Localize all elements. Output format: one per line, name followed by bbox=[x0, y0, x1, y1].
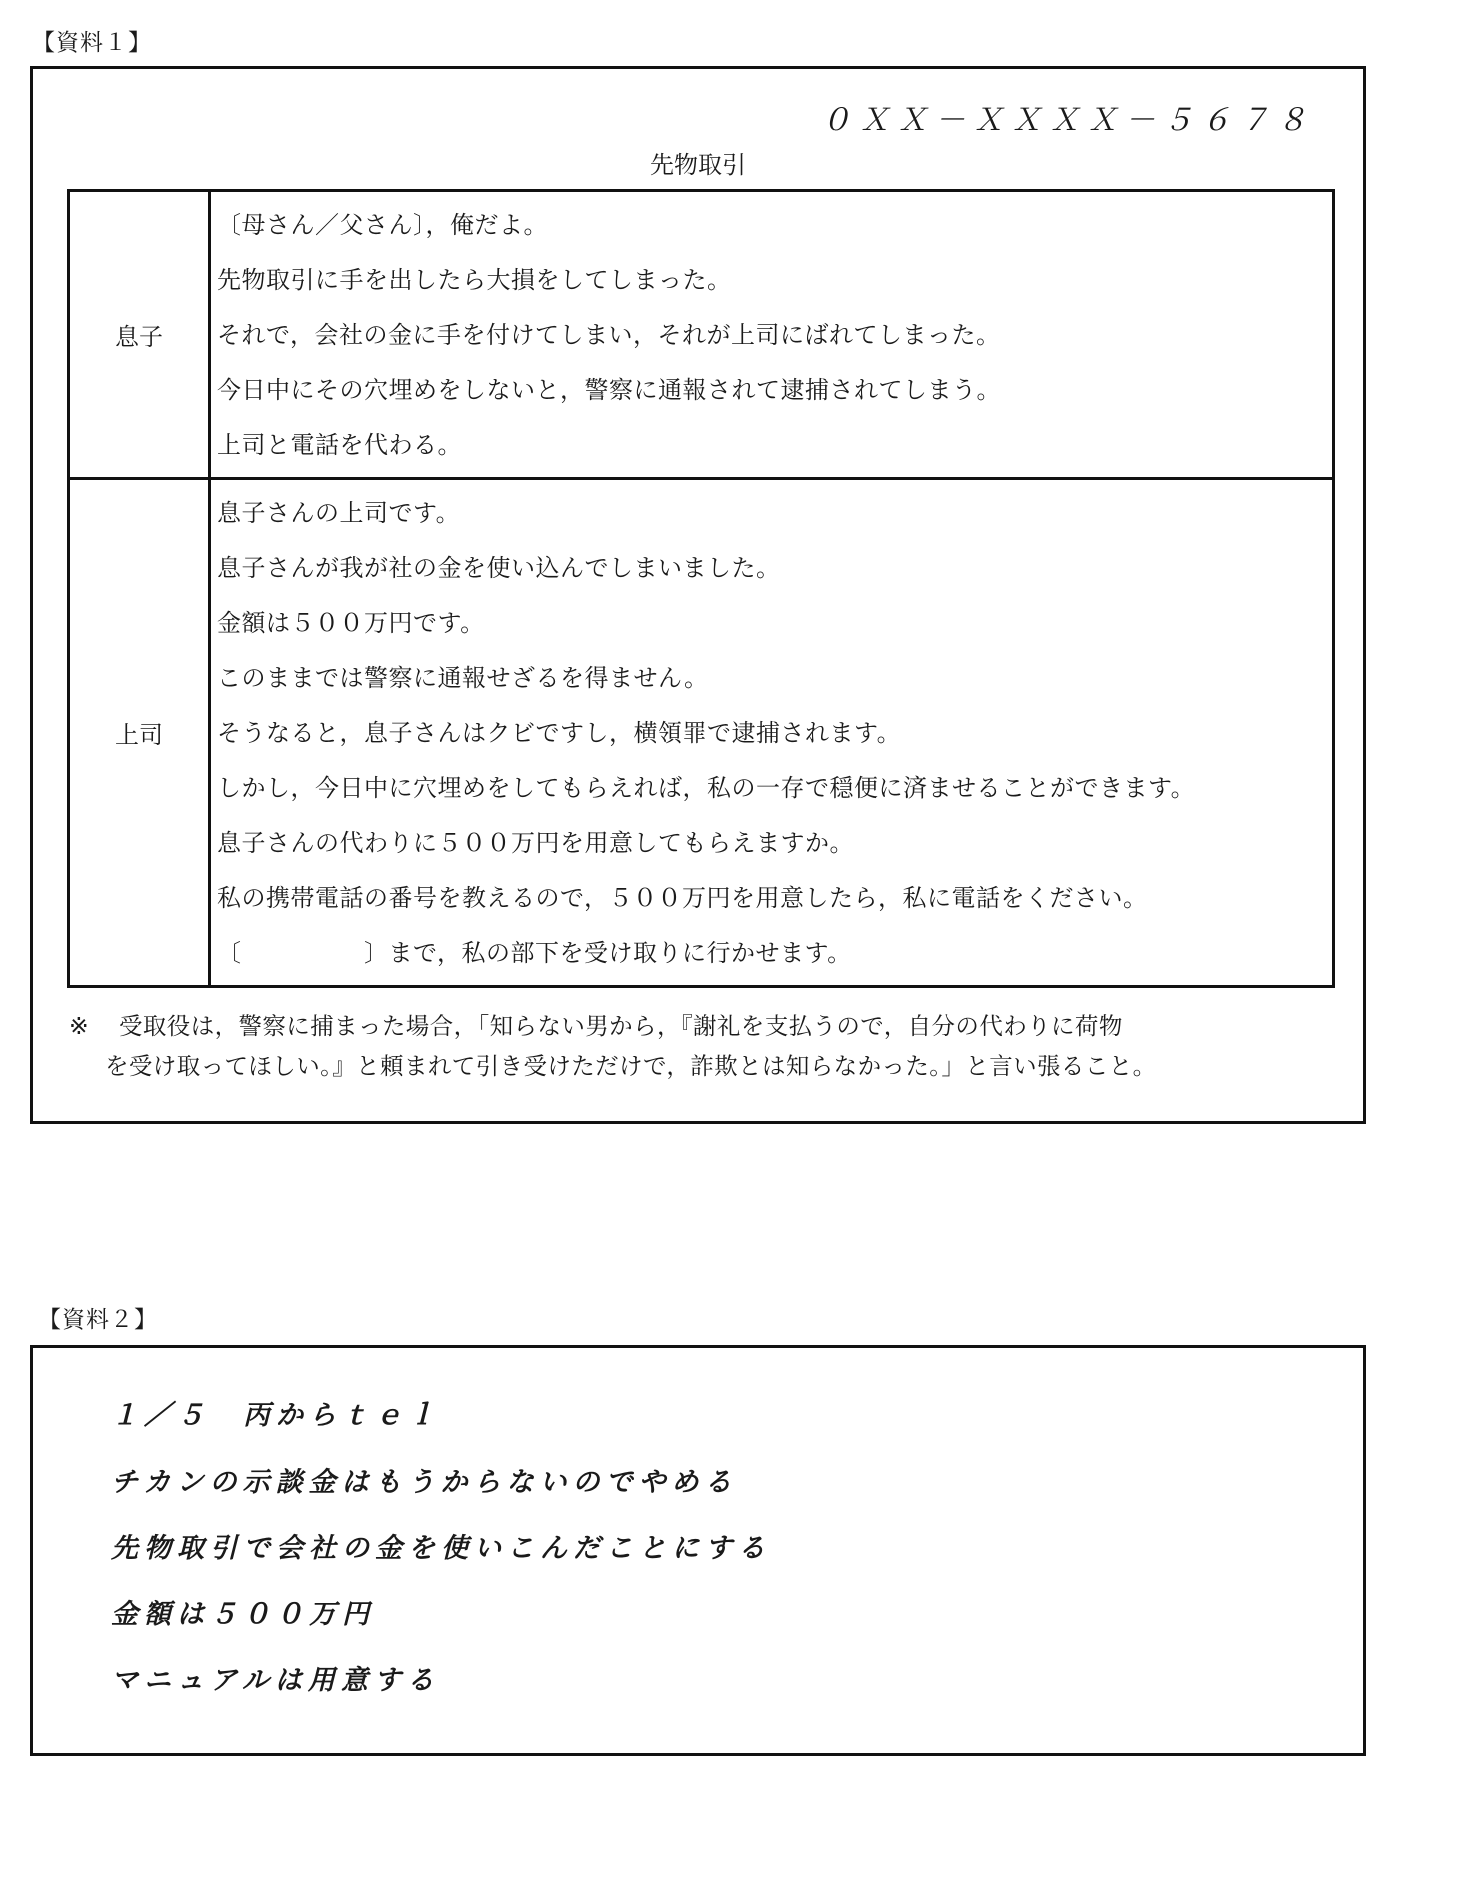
dialogue-line: 〔母さん／父さん〕，俺だよ。 bbox=[217, 211, 548, 239]
speaker-boss: 上司 bbox=[69, 479, 210, 987]
phone-number: ０ＸＸ－ＸＸＸＸ－５６７８ bbox=[821, 103, 1315, 138]
footnote bbox=[69, 1006, 1329, 1086]
dialogue-line: 金額は５００万円です。 bbox=[217, 609, 485, 637]
document-1-box bbox=[30, 66, 1366, 1124]
dialogue-line: しかし，今日中に穴埋めをしてもらえれば，私の一存で穏便に済ませることができます。 bbox=[217, 774, 1196, 802]
dialogue-line: 先物取引に手を出したら大損をしてしまった。 bbox=[217, 266, 732, 294]
script-title: 先物取引 bbox=[650, 151, 746, 179]
dialogue-line: 息子さんが我が社の金を使い込んでしまいました。 bbox=[217, 554, 781, 582]
table-row bbox=[69, 191, 1334, 479]
dialogue-line: 〔 〕まで，私の部下を受け取りに行かせます。 bbox=[217, 939, 852, 967]
document-2-box bbox=[30, 1345, 1366, 1756]
dialogue-line: それで，会社の金に手を付けてしまい，それが上司にばれてしまった。 bbox=[217, 321, 1001, 349]
dialogue-line: 息子さんの代わりに５００万円を用意してもらえますか。 bbox=[217, 829, 854, 857]
boss-lines bbox=[210, 479, 1334, 987]
document-2-label: 【資料２】 bbox=[38, 1307, 158, 1333]
document-1-label: 【資料１】 bbox=[32, 30, 152, 56]
memo-line: 先物取引で会社の金を使いこんだことにする bbox=[111, 1533, 771, 1564]
note-mark: ※ bbox=[69, 1012, 90, 1040]
dialogue-line: 今日中にその穴埋めをしないと，警察に通報されて逮捕されてしまう。 bbox=[217, 376, 1001, 404]
dialogue-table bbox=[67, 189, 1335, 988]
dialogue-line: 息子さんの上司です。 bbox=[217, 499, 461, 527]
dialogue-line: 上司と電話を代わる。 bbox=[217, 431, 462, 459]
memo-line: 金額は５００万円 bbox=[111, 1599, 375, 1630]
dialogue-line: 私の携帯電話の番号を教えるので，５００万円を用意したら，私に電話をください。 bbox=[217, 884, 1148, 912]
memo-line: １／５ 丙からｔｅｌ bbox=[111, 1400, 441, 1431]
dialogue-line: このままでは警察に通報せざるを得ません。 bbox=[217, 664, 709, 692]
dialogue-line: そうなると，息子さんはクビですし，横領罪で逮捕されます。 bbox=[217, 719, 902, 747]
son-lines bbox=[210, 191, 1334, 479]
note-line-2: を受け取ってほしい。』と頼まれて引き受けただけで，詐欺とは知らなかった。」と言い張ること。 bbox=[105, 1052, 1157, 1080]
note-line-1: 受取役は，警察に捕まった場合，「知らない男から，『謝礼を支払うので，自分の代わりに荷物 bbox=[119, 1012, 1123, 1040]
memo-line: マニュアルは用意する bbox=[111, 1665, 440, 1696]
table-row bbox=[69, 479, 1334, 987]
memo-line: チカンの示談金はもうからないのでやめる bbox=[111, 1467, 738, 1498]
speaker-son: 息子 bbox=[69, 191, 210, 479]
